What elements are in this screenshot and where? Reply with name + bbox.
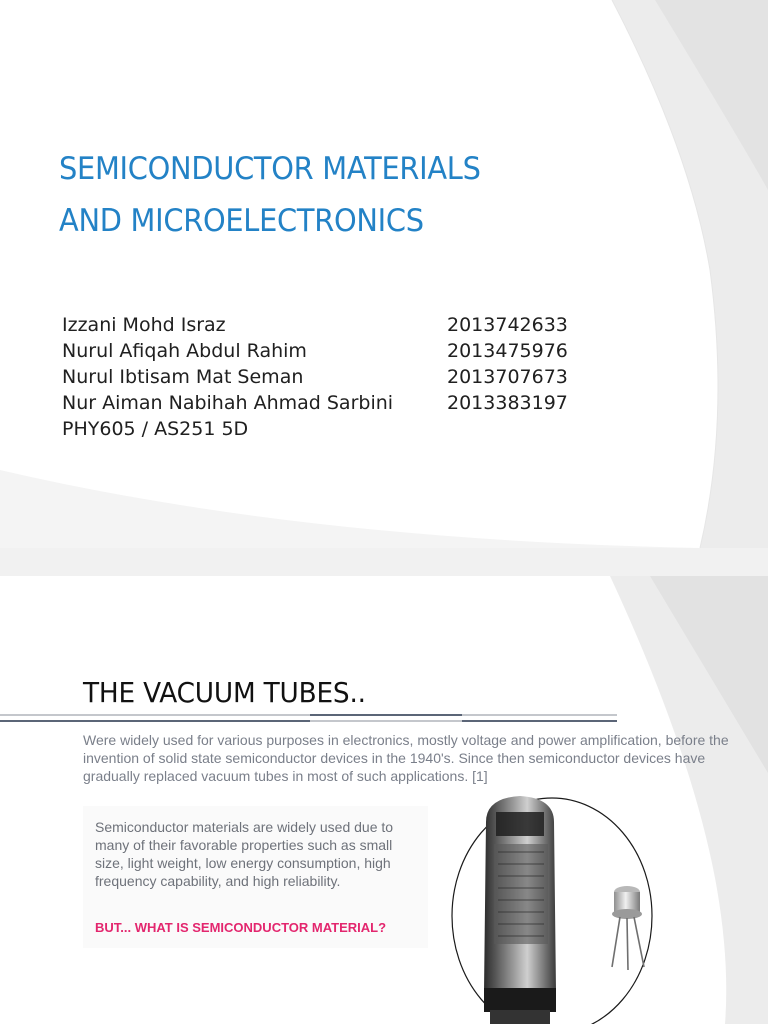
- member-id: 2013707673: [447, 366, 568, 388]
- presentation-title: [59, 143, 481, 247]
- slide2-title: THE VACUUM TUBES..: [83, 676, 366, 709]
- title-line-2: AND MICROELECTRONICS: [59, 203, 424, 239]
- member-id: 2013383197: [447, 392, 568, 414]
- member-name: Izzani Mohd Israz: [62, 314, 226, 336]
- components-illustration: [440, 792, 768, 1024]
- title-underline: [0, 714, 620, 726]
- member-list: [62, 312, 582, 442]
- question-text: BUT... WHAT IS SEMICONDUCTOR MATERIAL?: [95, 920, 387, 935]
- member-row: [62, 390, 582, 416]
- slide-separator: [0, 548, 768, 576]
- properties-text: Semiconductor materials are widely used due to many of their favorable properties such as small size, light weight, low energy consumption, high frequency capability, and high reliability.: [95, 819, 394, 889]
- vacuum-tube-image: [484, 796, 556, 1024]
- course-code: PHY605 / AS251 5D: [62, 418, 249, 440]
- member-id: 2013475976: [447, 340, 568, 362]
- intro-paragraph: Were widely used for various purposes in electronics, mostly voltage and power amplification, before the invention of solid state semiconductor devices in the 1940's. Since then semiconductor devices have gradually replaced vacuum tubes in most of such applications. [1]: [83, 732, 729, 784]
- properties-box: [83, 806, 428, 948]
- member-row: [62, 338, 582, 364]
- member-row: [62, 312, 582, 338]
- member-name: Nur Aiman Nabihah Ahmad Sarbini: [62, 392, 394, 414]
- member-name: Nurul Afiqah Abdul Rahim: [62, 340, 307, 362]
- member-id: 2013742633: [447, 314, 568, 336]
- member-row: [62, 364, 582, 390]
- title-line-1: SEMICONDUCTOR MATERIALS: [59, 151, 481, 187]
- member-name: Nurul Ibtisam Mat Seman: [62, 366, 304, 388]
